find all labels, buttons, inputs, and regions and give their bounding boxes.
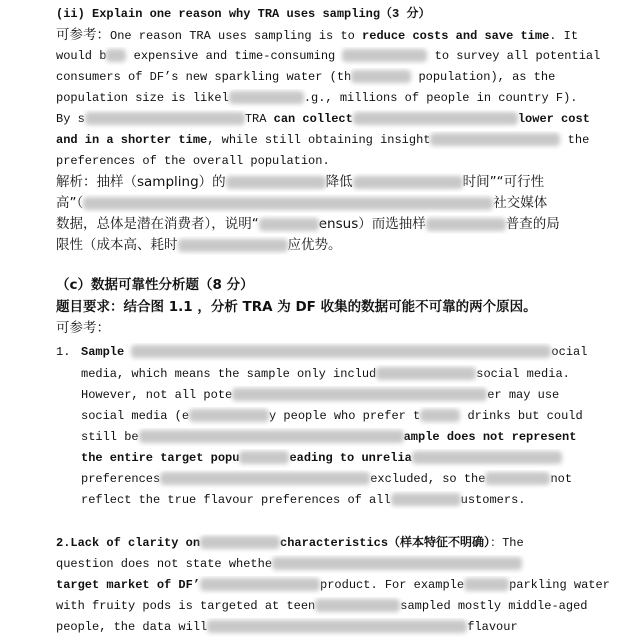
text-segment: preferences — [81, 472, 161, 486]
reference-label: 可参考： — [56, 320, 110, 336]
text-segment: to survey all potential — [427, 49, 601, 63]
text-segment: y people who prefer t — [269, 409, 421, 423]
redacted-blur — [178, 239, 288, 252]
text-segment: ensus）而选抽样 — [318, 216, 426, 232]
bold-text: ample does not represent — [403, 430, 577, 444]
text-segment: product. For example — [320, 578, 465, 592]
text-segment: expensive and time-consuming — [126, 49, 343, 63]
redacted-blur — [139, 430, 404, 443]
text-segment: er may use — [487, 388, 560, 402]
text-segment: drinks but could — [460, 409, 583, 423]
bold-text: target market of DF’ — [56, 578, 201, 592]
text-segment: 社交媒体 — [493, 195, 548, 211]
bold-text: the entire target popu — [81, 451, 240, 465]
reference-label: 可参考： — [56, 27, 110, 43]
redacted-blur — [229, 91, 304, 104]
text-segment: TRA — [244, 112, 274, 126]
redacted-blur — [189, 409, 269, 422]
text-segment: consumers of DF’s new sparkling water (th — [56, 70, 352, 84]
redacted-blur — [353, 176, 463, 189]
text-segment: , while still obtaining insight — [207, 133, 431, 147]
text-segment: media, which means the sample only includ — [81, 367, 377, 381]
point-2-line — [56, 597, 620, 616]
text-segment: population), as the — [411, 70, 556, 84]
analysis-line — [56, 173, 620, 192]
text-segment: ocial — [551, 345, 588, 359]
point-1-line — [81, 449, 620, 468]
text-segment: 时间”“可行性 — [462, 174, 545, 190]
redacted-blur — [200, 536, 280, 549]
point-1-line — [81, 386, 620, 405]
redacted-blur — [420, 409, 460, 422]
text-segment: ustomers. — [460, 493, 526, 507]
reference-line — [56, 47, 620, 66]
redacted-blur — [226, 176, 326, 189]
redacted-blur — [391, 493, 461, 506]
point-2-line — [56, 576, 620, 595]
point-2-line — [56, 534, 620, 553]
text-segment: excluded, so the — [370, 472, 486, 486]
text-segment: population size is likel — [56, 91, 229, 105]
redacted-blur — [131, 345, 551, 358]
point-1-line — [81, 407, 620, 426]
reference-line — [56, 110, 620, 129]
redacted-blur — [464, 578, 509, 591]
text-segment: not — [550, 472, 573, 486]
reference-line — [56, 26, 620, 45]
text-segment: question does not state whethe — [56, 557, 273, 571]
analysis-line — [56, 194, 620, 213]
text-segment: 高”（ — [56, 195, 84, 211]
reference-line — [56, 68, 620, 87]
redacted-blur — [272, 557, 522, 570]
text-segment: 普查的局 — [505, 216, 560, 232]
point-2-line — [56, 618, 620, 637]
point-1-line — [56, 343, 620, 362]
redacted-blur — [351, 70, 411, 83]
redacted-blur — [426, 218, 506, 231]
text-segment: people, the data will — [56, 620, 208, 634]
redacted-blur — [430, 133, 560, 146]
text-segment: . It — [549, 29, 579, 43]
part-ii-heading: (ii) Explain one reason why TRA uses sampling（3 分） — [56, 7, 431, 21]
redacted-blur — [342, 49, 427, 62]
reference-line — [56, 152, 620, 171]
bold-text: reduce costs and save time — [362, 29, 550, 43]
text-segment: 限性（成本高、耗时 — [56, 237, 178, 253]
bold-text: characteristics（样本特征不明确） — [280, 536, 491, 550]
text-segment: the — [560, 133, 590, 147]
text-segment: .g., millions of people in country F). — [303, 91, 578, 105]
point-number: 1. — [56, 345, 71, 359]
redacted-blur — [485, 472, 550, 485]
redacted-blur — [106, 49, 126, 62]
analysis-label: 解析： — [56, 174, 97, 190]
text-segment: However, not all pote — [81, 388, 233, 402]
redacted-blur — [412, 451, 562, 464]
bold-text: eading to unrelia — [289, 451, 412, 465]
redacted-blur — [85, 112, 245, 125]
redacted-blur — [239, 451, 289, 464]
redacted-blur — [232, 388, 487, 401]
text-segment: parkling water — [509, 578, 610, 592]
redacted-blur — [353, 112, 518, 125]
reference-line — [56, 131, 620, 150]
text-segment: 应优势。 — [287, 237, 342, 253]
redacted-blur — [259, 218, 319, 231]
redacted-blur — [83, 197, 493, 210]
text-segment: One reason TRA uses sampling is to — [110, 29, 363, 43]
bold-text: 2.Lack of clarity on — [56, 536, 201, 550]
redacted-blur — [200, 578, 320, 591]
text-segment: still be — [81, 430, 139, 444]
bold-text: can collect — [273, 112, 353, 126]
text-segment: 降低 — [325, 174, 353, 190]
point-1-line — [81, 365, 620, 384]
redacted-blur — [315, 599, 400, 612]
part-c-heading: （c）数据可靠性分析题（8 分） — [56, 277, 254, 293]
point-2-line — [56, 555, 620, 574]
text-segment: social media. — [476, 367, 570, 381]
text-segment: reflect the true flavour preferences of all — [81, 493, 391, 507]
text-segment: 抽样（sampling）的 — [96, 174, 226, 190]
analysis-line — [56, 215, 620, 234]
analysis-line — [56, 236, 620, 255]
text-segment: ：The — [490, 536, 524, 550]
reference-line — [56, 89, 620, 108]
text-segment: flavour — [467, 620, 518, 634]
point-1-line — [81, 491, 620, 510]
text-segment: would b — [56, 49, 107, 63]
text-segment: social media (e — [81, 409, 190, 423]
redacted-blur — [376, 367, 476, 380]
bold-text: and in a shorter time — [56, 133, 208, 147]
question-requirement: 题目要求：结合图 1.1 ，分析 TRA 为 DF 收集的数据可能不可靠的两个原因。 — [56, 299, 537, 315]
bold-text: Sample — [81, 345, 132, 359]
text-segment: By s — [56, 112, 85, 126]
text-segment: sampled mostly middle-aged — [400, 599, 588, 613]
redacted-blur — [160, 472, 370, 485]
point-1-line — [81, 470, 620, 489]
text-segment: preferences of the overall population. — [56, 154, 330, 168]
point-1-line — [81, 428, 620, 447]
redacted-blur — [207, 620, 467, 633]
bold-text: lower cost — [517, 112, 590, 126]
text-segment: 数据，总体是潜在消费者），说明“ — [56, 216, 259, 232]
text-segment: with fruity pods is targeted at teen — [56, 599, 316, 613]
